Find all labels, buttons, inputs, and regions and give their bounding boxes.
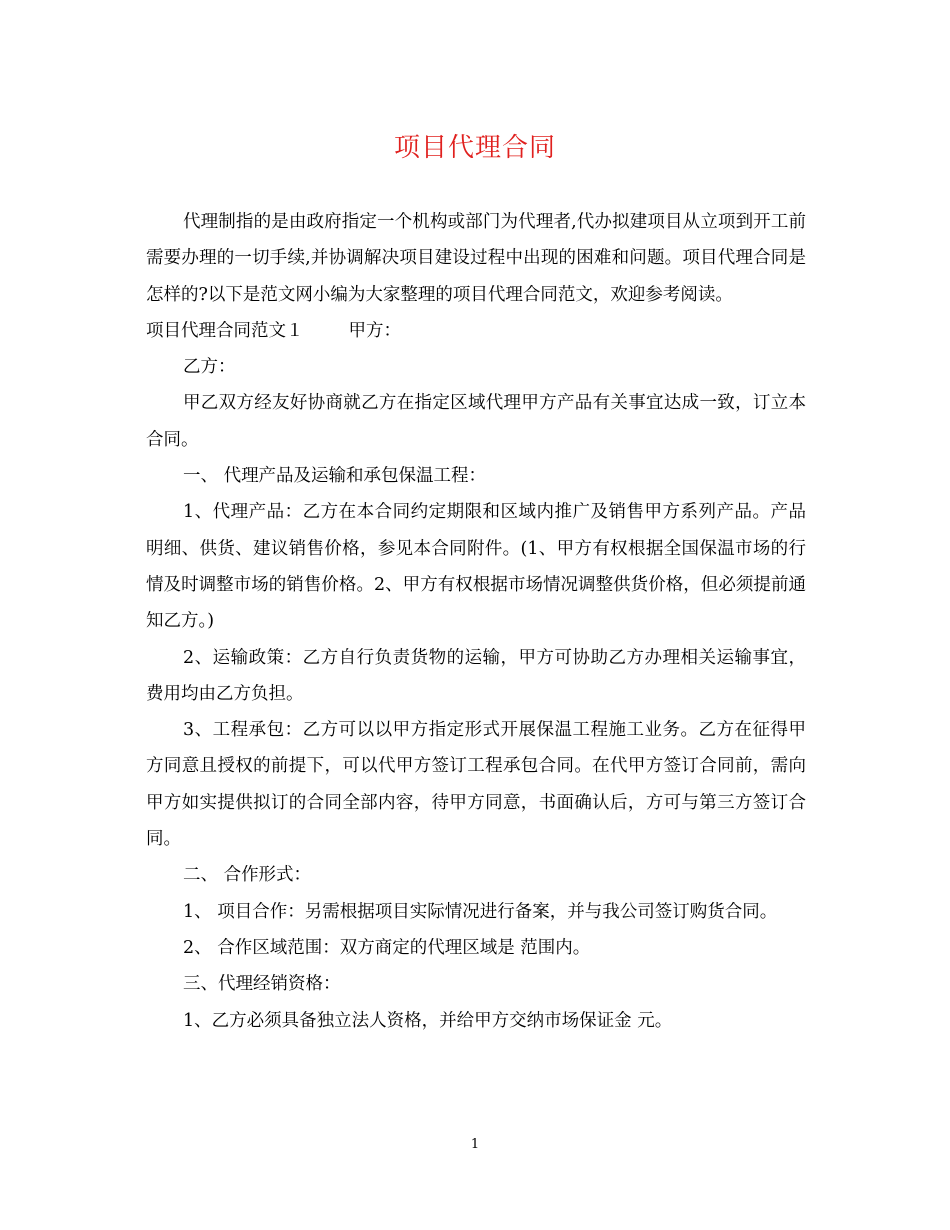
page-number: 1 xyxy=(470,1137,480,1152)
section-1-item-2: 2、运输政策：乙方自行负责货物的运输，甲方可协助乙方办理相关运输事宜，费用均由乙方负担。 xyxy=(146,647,806,704)
section-3-item-1: 1、乙方必须具备独立法人资格，并给甲方交纳市场保证金 元。 xyxy=(183,1010,673,1031)
section-1-item-3: 3、工程承包：乙方可以以甲方指定形式开展保温工程施工业务。乙方在征得甲方同意且授权的前提下，可以代甲方签订工程承包合同。在代甲方签订合同前，需向甲方如实提供拟订的合同全部内容，待甲方同意，书面确认后，方可与第三方签订合同。 xyxy=(146,720,806,850)
party-b-label: 乙方： xyxy=(183,357,236,378)
agreement-paragraph: 甲乙双方经友好协商就乙方在指定区域代理甲方产品有关事宜达成一致，订立本合同。 xyxy=(146,393,806,450)
section-3-heading: 三、代理经销资格： xyxy=(183,974,341,995)
party-a-label: 甲方： xyxy=(348,320,401,341)
document-body xyxy=(146,204,806,1039)
document-title: 项目代理合同 xyxy=(393,133,556,163)
sample-heading: 项目代理合同范文１ xyxy=(146,320,304,341)
section-1-item-1: 1、代理产品：乙方在本合同约定期限和区域内推广及销售甲方系列产品。产品明细、供货、建议销售价格，参见本合同附件。(1、甲方有权根据全国保温市场的行情及时调整市场的销售价格。2、甲方有权根据市场情况调整供货价格，但必须提前通知乙方。) xyxy=(146,502,806,632)
section-2-item-2: 2、 合作区域范围：双方商定的代理区域是 范围内。 xyxy=(183,937,591,958)
section-2-heading: 二、 合作形式： xyxy=(183,865,312,886)
sample-heading-line xyxy=(146,313,806,349)
intro-paragraph: 代理制指的是由政府指定一个机构或部门为代理者,代办拟建项目从立项到开工前需要办理的一切手续,并协调解决项目建设过程中出现的困难和问题。项目代理合同是怎样的?以下是范文网小编为大家整理的项目代理合同范文，欢迎参考阅读。 xyxy=(146,212,806,305)
section-2-item-1: 1、 项目合作：另需根据项目实际情况进行备案，并与我公司签订购货合同。 xyxy=(183,901,778,922)
section-1-heading: 一、 代理产品及运输和承包保温工程： xyxy=(183,466,487,487)
